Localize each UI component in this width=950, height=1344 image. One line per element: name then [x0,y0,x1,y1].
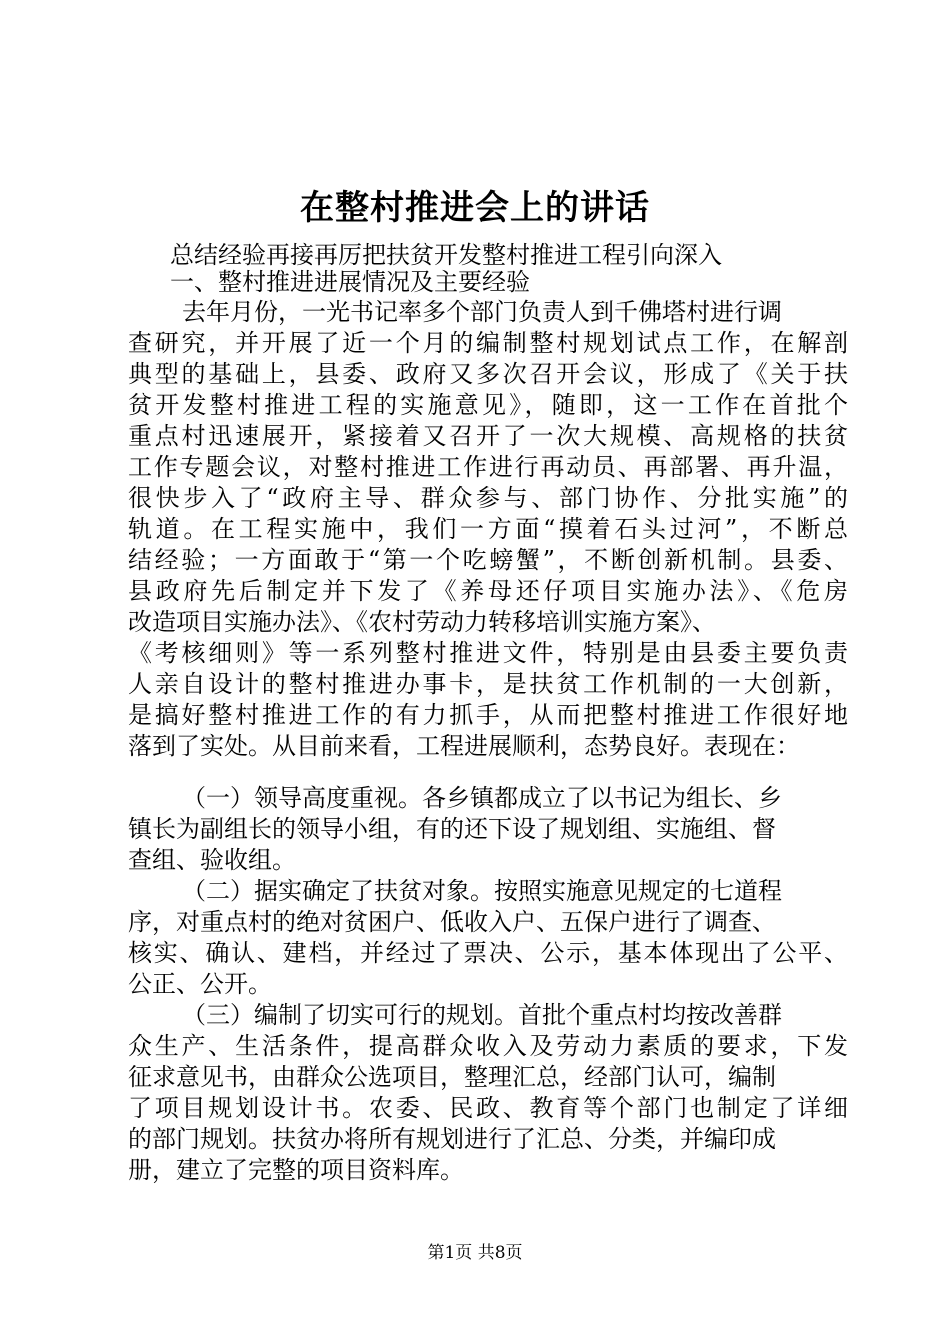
text-line: 查研究，并开展了近一个月的编制整村规划试点工作，在解剖 [128,329,848,357]
text-line: 工作专题会议，对整村推进工作进行再动员、再部署、再升温， [128,453,848,481]
text-line: 重点村迅速展开，紧接着又召开了一次大规模、高规格的扶贫 [128,422,848,450]
text-line: 序，对重点村的绝对贫困户、低收入户、五保户进行了调查、 [128,908,776,936]
section-heading: 一、整村推进进展情况及主要经验 [170,268,530,296]
text-line: 去年月份，一光书记率多个部门负责人到千佛塔村进行调 [182,298,782,326]
text-line: 改造项目实施办法》、《农村劳动力转移培训实施方案》、 [128,608,716,636]
text-line: 很快步入了“政府主导、群众参与、部门协作、分批实施”的 [128,484,848,512]
text-line: （二）据实确定了扶贫对象。按照实施意见规定的七道程 [182,877,782,905]
text-line: 贫开发整村推进工程的实施意见》，随即，这一工作在首批个 [128,391,848,419]
text-line: 查组、验收组。 [128,846,296,874]
text-line: 镇长为副组长的领导小组，有的还下设了规划组、实施组、督 [128,815,776,843]
text-line: 轨道。在工程实施中，我们一方面“摸着石头过河”，不断总 [128,515,848,543]
text-line: 落到了实处。从目前来看，工程进展顺利，态势良好。表现在： [128,732,800,760]
text-line: 征求意见书，由群众公选项目，整理汇总，经部门认可，编制 [128,1063,776,1091]
paragraph-progress [128,297,848,762]
document-subtitle: 总结经验再接再厉把扶贫开发整村推进工程引向深入 [170,241,722,269]
text-line: 的部门规划。扶贫办将所有规划进行了汇总、分类，并编印成 [128,1125,776,1153]
text-line: 是搞好整村推进工作的有力抓手，从而把整村推进工作很好地 [128,701,848,729]
text-line: 了项目规划设计书。农委、民政、教育等个部门也制定了详细 [128,1094,848,1122]
text-line: 众生产、生活条件，提高群众收入及劳动力素质的要求，下发 [128,1032,848,1060]
page-footer: 第1页 共8页 [427,1243,523,1263]
text-line: 结经验；一方面敢于“第一个吃螃蟹”，不断创新机制。县委、 [128,546,848,574]
text-line: 典型的基础上，县委、政府又多次召开会议，形成了《关于扶 [128,360,848,388]
text-line: 人亲自设计的整村推进办事卡，是扶贫工作机制的一大创新， [128,670,848,698]
paragraph-details [128,783,848,1186]
text-line: （一）领导高度重视。各乡镇都成立了以书记为组长、乡 [182,784,782,812]
text-line: 县政府先后制定并下发了《养母还仔项目实施办法》、《危房 [128,577,848,605]
text-line: 《考核细则》等一系列整村推进文件，特别是由县委主要负责 [128,639,848,667]
document-title: 在整村推进会上的讲话 [300,188,650,228]
text-line: 公正、公开。 [128,970,272,998]
text-line: （三）编制了切实可行的规划。首批个重点村均按改善群 [182,1001,782,1029]
text-line: 核实、确认、建档，并经过了票决、公示，基本体现出了公平、 [128,939,848,967]
text-line: 册，建立了完整的项目资料库。 [128,1156,464,1184]
